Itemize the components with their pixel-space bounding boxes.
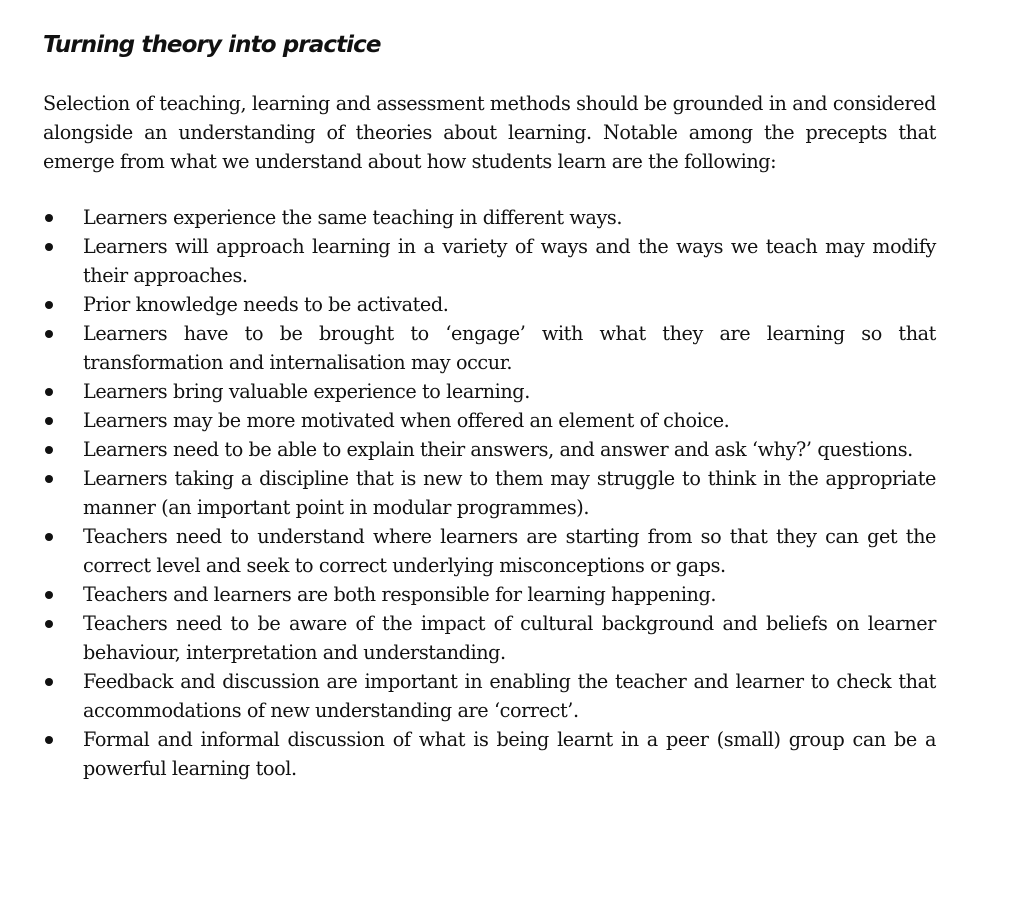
bullet-icon bbox=[45, 330, 53, 338]
list-item-text: Learners experience the same teaching in different ways. bbox=[83, 206, 623, 229]
list-item-text: Prior knowledge needs to be activated. bbox=[83, 293, 449, 316]
list-item-text: Learners will approach learning in a variety of ways and the ways we teach may modify their approaches. bbox=[83, 235, 936, 287]
list-item-text: Teachers and learners are both responsible for learning happening. bbox=[83, 583, 717, 606]
bullet-icon bbox=[45, 591, 53, 599]
bullet-icon bbox=[45, 678, 53, 686]
list-item-text: Learners need to be able to explain their answers, and answer and ask ‘why?’ questions. bbox=[83, 438, 913, 461]
list-item-text: Learners bring valuable experience to learning. bbox=[83, 380, 530, 403]
list-item-text: Teachers need to understand where learners are starting from so that they can get the correct level and seek to correct underlying misconceptions or gaps. bbox=[83, 525, 936, 577]
list-item-text: Learners may be more motivated when offered an element of choice. bbox=[83, 409, 730, 432]
list-item bbox=[43, 406, 936, 435]
bullet-icon bbox=[45, 214, 53, 222]
bullet-icon bbox=[45, 475, 53, 483]
list-item-text: Feedback and discussion are important in enabling the teacher and learner to check that accommodations of new understanding are ‘correct’. bbox=[83, 670, 936, 722]
intro-paragraph: Selection of teaching, learning and assessment methods should be grounded in and considered alongside an understanding of theories about learning. Notable among the precepts that emerge from what we understand about how students learn are the following: bbox=[43, 92, 936, 173]
list-item bbox=[43, 377, 936, 406]
list-item bbox=[43, 319, 936, 377]
list-item bbox=[43, 203, 936, 232]
precepts-list bbox=[43, 203, 936, 783]
list-item bbox=[43, 725, 936, 783]
list-item bbox=[43, 522, 936, 580]
bullet-icon bbox=[45, 301, 53, 309]
bullet-icon bbox=[45, 388, 53, 396]
list-item-text: Learners have to be brought to ‘engage’ with what they are learning so that transformation and internalisation may occur. bbox=[83, 322, 936, 374]
list-item-text: Learners taking a discipline that is new to them may struggle to think in the appropriate manner (an important point in modular programmes). bbox=[83, 467, 936, 519]
bullet-icon bbox=[45, 446, 53, 454]
list-item-text: Formal and informal discussion of what is being learnt in a peer (small) group can be a powerful learning tool. bbox=[83, 728, 936, 780]
list-item bbox=[43, 464, 936, 522]
bullet-icon bbox=[45, 533, 53, 541]
list-item bbox=[43, 435, 936, 464]
list-item bbox=[43, 580, 936, 609]
bullet-icon bbox=[45, 417, 53, 425]
list-item bbox=[43, 232, 936, 290]
bullet-icon bbox=[45, 243, 53, 251]
list-item bbox=[43, 290, 936, 319]
bullet-icon bbox=[45, 620, 53, 628]
list-item-text: Teachers need to be aware of the impact of cultural background and beliefs on learner behaviour, interpretation and understanding. bbox=[83, 612, 936, 664]
document-page bbox=[43, 28, 936, 783]
list-item bbox=[43, 667, 936, 725]
section-heading: Turning theory into practice bbox=[43, 32, 381, 58]
list-item bbox=[43, 609, 936, 667]
bullet-icon bbox=[45, 736, 53, 744]
